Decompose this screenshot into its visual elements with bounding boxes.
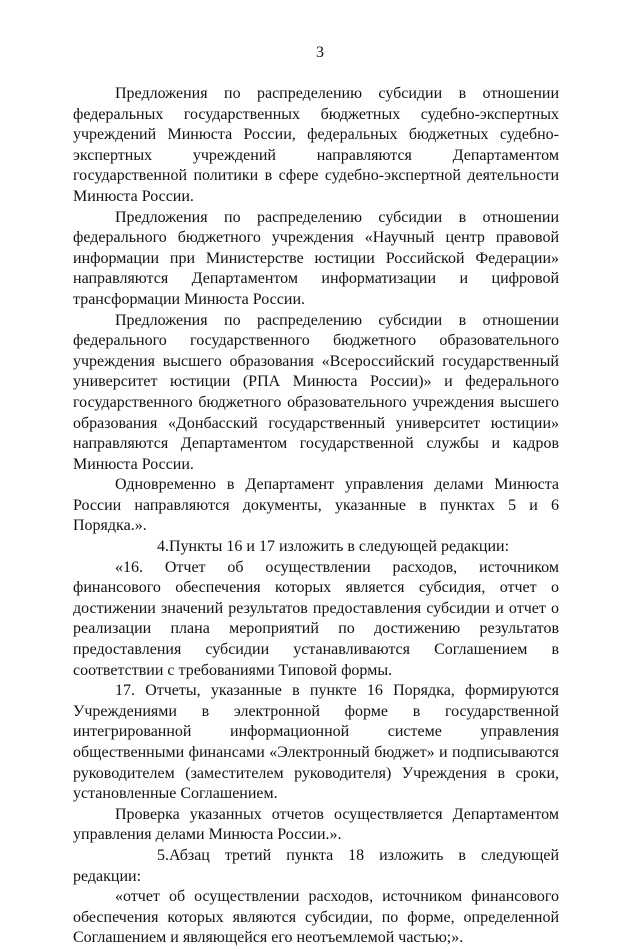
paragraph-item-5	[73, 846, 559, 887]
paragraph-item-4	[73, 537, 559, 558]
item-5-text: Абзац третий пункта 18 изложить в следующей редакции:	[73, 846, 559, 885]
paragraph-documents-sent: Одновременно в Департамент управления делами Минюста России направляются документы, указанные в пунктах 5 и 6 Порядка.».	[73, 476, 559, 535]
item-4-text: Пункты 16 и 17 изложить в следующей редакции:	[169, 538, 510, 556]
item-5-number: 5.	[157, 846, 169, 864]
page-number: 3	[316, 44, 324, 61]
paragraph-report-check: Проверка указанных отчетов осуществляется Департаментом управления делами Минюста России.».	[73, 805, 559, 844]
document-body	[73, 84, 559, 949]
item-4-number: 4.	[157, 538, 169, 556]
paragraph-point-17: 17. Отчеты, указанные в пункте 16 Порядка, формируются Учреждениями в электронной форме в государственной интегрированной информационной системе управления общественными финансами «Электронный бюджет» и подписываются руководителем (заместителем руководителя) Учреждения в сроки, установленные Соглашением.	[73, 682, 559, 803]
paragraph-forensic-institutions: Предложения по распределению субсидии в отношении федеральных государственных бюджетных судебно-экспертных учреждений Минюста России, федеральных бюджетных судебно-экспертных учреждений направляются Департаментом государственной политики в сфере судебно-экспертной деятельности Минюста России.	[73, 85, 559, 205]
paragraph-point-16: «16. Отчет об осуществлении расходов, источником финансового обеспечения которых является субсидия, отчет о достижении значений результатов предоставления субсидии и отчет о реализации плана мероприятий по достижению результатов предоставления субсидии устанавливаются Соглашением в соответствии с требованиями Типовой формы.	[73, 558, 559, 679]
paragraph-legal-info-center: Предложения по распределению субсидии в отношении федерального бюджетного учреждения «Научный центр правовой информации при Министерстве юстиции Российской Федерации» направляются Департаментом информатизации и цифровой трансформации Минюста России.	[73, 208, 559, 308]
paragraph-point-18-text: «отчет об осуществлении расходов, источником финансового обеспечения которых являются субсидии, по форме, определенной Соглашением и являющейся его неотъемлемой частью;».	[73, 888, 559, 947]
paragraph-universities: Предложения по распределению субсидии в отношении федерального государственного бюджетного образовательного учреждения высшего образования «Всероссийский государственный университет юстиции (РПА Минюста России)» и федерального государственного бюджетного образовательного учреждения высшего образования «Донбасский государственный университет юстиции» направляются Департаментом государственной службы и кадров Минюста России.	[73, 311, 559, 473]
